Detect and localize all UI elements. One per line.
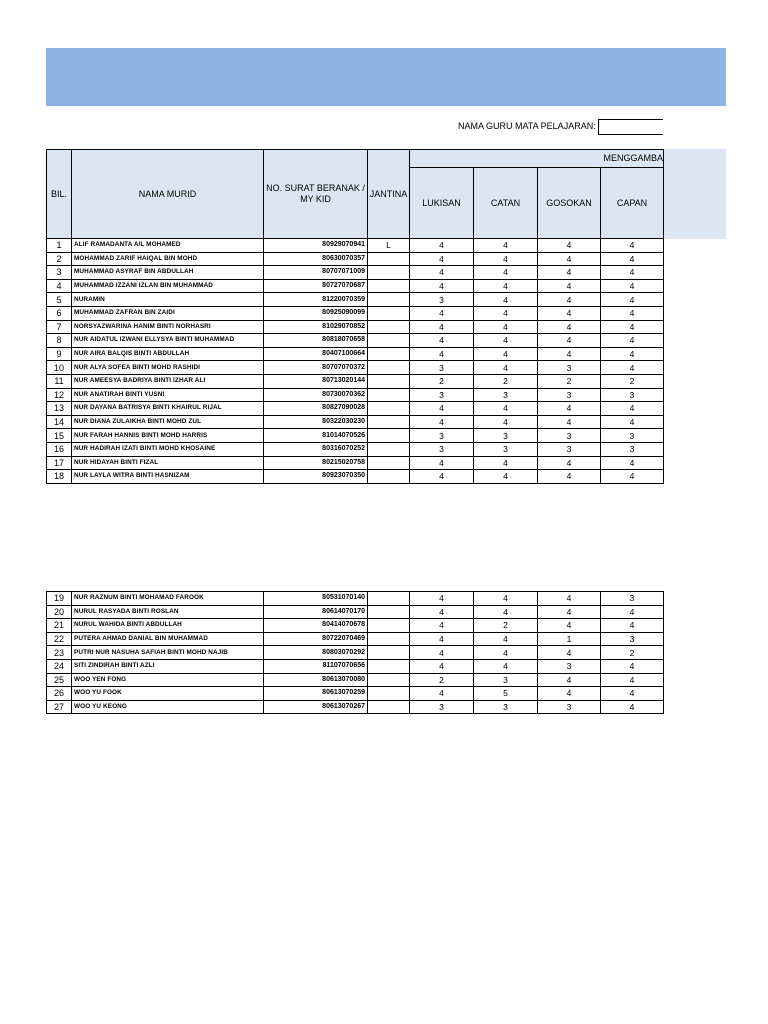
row-number: 6	[47, 306, 72, 320]
table-row	[47, 592, 664, 606]
gender-cell	[368, 293, 410, 307]
score-capan: 3	[601, 442, 664, 456]
mykid-number: 81220070359	[264, 293, 368, 307]
table-body-page2	[47, 592, 664, 714]
row-number: 8	[47, 334, 72, 348]
score-gosokan: 4	[538, 402, 601, 416]
score-lukisan: 4	[410, 646, 474, 660]
col-header-gender: JANTINA	[368, 150, 410, 239]
gender-cell	[368, 659, 410, 673]
score-lukisan: 4	[410, 592, 474, 606]
score-catan: 4	[474, 239, 538, 253]
score-catan: 2	[474, 619, 538, 633]
gender-cell	[368, 429, 410, 443]
student-name: NUR FARAH HANNIS BINTI MOHD HARRIS	[72, 429, 264, 443]
score-gosokan: 3	[538, 388, 601, 402]
score-lukisan: 2	[410, 673, 474, 687]
mykid-number: 80925090099	[264, 306, 368, 320]
mykid-number: 80707070372	[264, 361, 368, 375]
mykid-number: 80727070687	[264, 279, 368, 293]
score-catan: 5	[474, 687, 538, 701]
row-number: 25	[47, 673, 72, 687]
col-header-lukisan: LUKISAN	[410, 168, 474, 239]
table-row	[47, 279, 664, 293]
score-catan: 4	[474, 605, 538, 619]
mykid-number: 80803070292	[264, 646, 368, 660]
score-gosokan: 4	[538, 687, 601, 701]
score-catan: 4	[474, 320, 538, 334]
student-name: WOO YU KEONG	[72, 700, 264, 714]
row-number: 5	[47, 293, 72, 307]
gender-cell	[368, 347, 410, 361]
row-number: 23	[47, 646, 72, 660]
score-capan: 3	[601, 429, 664, 443]
col-header-gosokan: GOSOKAN	[538, 168, 601, 239]
score-lukisan: 4	[410, 252, 474, 266]
score-lukisan: 4	[410, 306, 474, 320]
score-gosokan: 4	[538, 252, 601, 266]
score-lukisan: 4	[410, 470, 474, 484]
score-capan: 4	[601, 293, 664, 307]
student-name: NUR ALYA SOFEA BINTI MOHD RASHIDI	[72, 361, 264, 375]
gender-cell	[368, 456, 410, 470]
gender-cell	[368, 361, 410, 375]
student-name: NUR HADIRAH IZATI BINTI MOHD KHOSAINE	[72, 442, 264, 456]
teacher-name-label: NAMA GURU MATA PELAJARAN:	[458, 121, 596, 131]
table-row	[47, 456, 664, 470]
score-gosokan: 3	[538, 361, 601, 375]
mykid-number: 80713020144	[264, 374, 368, 388]
score-catan: 4	[474, 592, 538, 606]
score-gosokan: 4	[538, 470, 601, 484]
score-catan: 4	[474, 415, 538, 429]
student-name: NUR DIANA ZULAIKHA BINTI MOHD ZUL	[72, 415, 264, 429]
score-gosokan: 3	[538, 659, 601, 673]
gender-cell	[368, 673, 410, 687]
col-header-catan: CATAN	[474, 168, 538, 239]
score-lukisan: 4	[410, 279, 474, 293]
score-lukisan: 4	[410, 239, 474, 253]
score-catan: 4	[474, 306, 538, 320]
score-gosokan: 3	[538, 429, 601, 443]
table-row	[47, 388, 664, 402]
gender-cell	[368, 252, 410, 266]
row-number: 24	[47, 659, 72, 673]
gender-cell	[368, 306, 410, 320]
mykid-number: 80613070080	[264, 673, 368, 687]
row-number: 13	[47, 402, 72, 416]
score-capan: 4	[601, 266, 664, 280]
student-name: MUHAMMAD ZAFRAN BIN ZAIDI	[72, 306, 264, 320]
score-gosokan: 4	[538, 619, 601, 633]
gender-cell	[368, 334, 410, 348]
table-row	[47, 374, 664, 388]
gender-cell	[368, 619, 410, 633]
score-gosokan: 4	[538, 415, 601, 429]
score-gosokan: 4	[538, 320, 601, 334]
student-name: NUR HIDAYAH BINTI FIZAL	[72, 456, 264, 470]
score-capan: 4	[601, 320, 664, 334]
student-name: NURUL WAHIDA BINTI ABDULLAH	[72, 619, 264, 633]
score-catan: 4	[474, 470, 538, 484]
score-gosokan: 3	[538, 442, 601, 456]
score-catan: 4	[474, 334, 538, 348]
gender-cell	[368, 388, 410, 402]
student-name: PUTERA AHMAD DANIAL BIN MUHAMMAD	[72, 632, 264, 646]
row-number: 1	[47, 239, 72, 253]
score-catan: 3	[474, 442, 538, 456]
score-capan: 4	[601, 700, 664, 714]
score-gosokan: 4	[538, 673, 601, 687]
score-capan: 2	[601, 646, 664, 660]
mykid-number: 80414070678	[264, 619, 368, 633]
student-name: SITI ZINDIRAH BINTI AZLI	[72, 659, 264, 673]
student-table-page1	[46, 149, 664, 484]
score-catan: 4	[474, 266, 538, 280]
student-name: MOHAMMAD ZARIF HAIQAL BIN MOHD	[72, 252, 264, 266]
student-name: WOO YU FOOK	[72, 687, 264, 701]
gender-cell	[368, 266, 410, 280]
row-number: 7	[47, 320, 72, 334]
table-row	[47, 442, 664, 456]
score-gosokan: 4	[538, 279, 601, 293]
score-lukisan: 4	[410, 619, 474, 633]
score-gosokan: 1	[538, 632, 601, 646]
score-capan: 4	[601, 659, 664, 673]
score-gosokan: 4	[538, 239, 601, 253]
mykid-number: 80827090028	[264, 402, 368, 416]
teacher-name-field[interactable]	[598, 119, 663, 135]
table-row	[47, 402, 664, 416]
mykid-number: 80407100664	[264, 347, 368, 361]
score-gosokan: 4	[538, 334, 601, 348]
score-catan: 4	[474, 402, 538, 416]
gender-cell	[368, 442, 410, 456]
score-catan: 3	[474, 388, 538, 402]
col-header-bil: BIL.	[47, 150, 72, 239]
score-lukisan: 4	[410, 632, 474, 646]
gender-cell	[368, 700, 410, 714]
score-capan: 4	[601, 456, 664, 470]
row-number: 12	[47, 388, 72, 402]
score-capan: 4	[601, 673, 664, 687]
gender-cell	[368, 402, 410, 416]
table-row	[47, 293, 664, 307]
score-lukisan: 4	[410, 456, 474, 470]
score-capan: 4	[601, 239, 664, 253]
score-catan: 4	[474, 252, 538, 266]
student-name: NUR ANATIRAH BINTI YUSNI	[72, 388, 264, 402]
mykid-number: 81107070656	[264, 659, 368, 673]
score-lukisan: 4	[410, 320, 474, 334]
gender-cell	[368, 646, 410, 660]
mykid-number: 80630070357	[264, 252, 368, 266]
score-catan: 4	[474, 632, 538, 646]
table-row	[47, 252, 664, 266]
score-capan: 4	[601, 252, 664, 266]
score-lukisan: 4	[410, 415, 474, 429]
table-row	[47, 632, 664, 646]
row-number: 22	[47, 632, 72, 646]
score-capan: 3	[601, 592, 664, 606]
mykid-number: 80316070252	[264, 442, 368, 456]
score-capan: 3	[601, 632, 664, 646]
student-name: NORSYAZWARINA HANIM BINTI NORHASRI	[72, 320, 264, 334]
table-row	[47, 429, 664, 443]
score-capan: 4	[601, 415, 664, 429]
mykid-number: 80215020758	[264, 456, 368, 470]
score-lukisan: 3	[410, 388, 474, 402]
mykid-number: 80730070362	[264, 388, 368, 402]
student-name: NUR DAYANA BATRISYA BINTI KHAIRUL RIJAL	[72, 402, 264, 416]
student-name: NUR AMEESYA BADRIYA BINTI IZHAR ALI	[72, 374, 264, 388]
score-capan: 3	[601, 388, 664, 402]
score-catan: 4	[474, 456, 538, 470]
student-name: NUR RAZNUM BINTI MOHAMAD FAROOK	[72, 592, 264, 606]
mykid-number: 80531070140	[264, 592, 368, 606]
mykid-number: 80614070170	[264, 605, 368, 619]
row-number: 27	[47, 700, 72, 714]
table-row	[47, 673, 664, 687]
gender-cell	[368, 374, 410, 388]
mykid-number: 80722070469	[264, 632, 368, 646]
mykid-number: 80613070267	[264, 700, 368, 714]
student-name: PUTRI NUR NASUHA SAFIAH BINTI MOHD NAJIB	[72, 646, 264, 660]
student-name: NURAMIN	[72, 293, 264, 307]
row-number: 18	[47, 470, 72, 484]
score-gosokan: 4	[538, 266, 601, 280]
score-gosokan: 4	[538, 592, 601, 606]
score-capan: 4	[601, 306, 664, 320]
score-catan: 3	[474, 673, 538, 687]
row-number: 16	[47, 442, 72, 456]
row-number: 20	[47, 605, 72, 619]
table-row	[47, 700, 664, 714]
student-name: NURUL RASYADA BINTI ROSLAN	[72, 605, 264, 619]
gender-cell	[368, 687, 410, 701]
row-number: 26	[47, 687, 72, 701]
row-number: 19	[47, 592, 72, 606]
score-lukisan: 4	[410, 266, 474, 280]
row-number: 2	[47, 252, 72, 266]
mykid-number: 80707071009	[264, 266, 368, 280]
table-row	[47, 347, 664, 361]
score-lukisan: 3	[410, 361, 474, 375]
header-banner	[46, 48, 726, 106]
score-lukisan: 3	[410, 700, 474, 714]
score-gosokan: 4	[538, 347, 601, 361]
gender-cell	[368, 592, 410, 606]
score-gosokan: 3	[538, 700, 601, 714]
row-number: 21	[47, 619, 72, 633]
score-lukisan: 4	[410, 334, 474, 348]
score-lukisan: 4	[410, 347, 474, 361]
student-name: WOO YEN FONG	[72, 673, 264, 687]
score-gosokan: 4	[538, 306, 601, 320]
score-lukisan: 2	[410, 374, 474, 388]
score-catan: 4	[474, 347, 538, 361]
score-gosokan: 2	[538, 374, 601, 388]
col-header-name: NAMA MURID	[72, 150, 264, 239]
score-catan: 3	[474, 700, 538, 714]
score-capan: 4	[601, 361, 664, 375]
table-row	[47, 470, 664, 484]
mykid-number: 80818070658	[264, 334, 368, 348]
table-row	[47, 415, 664, 429]
student-name: ALIF RAMADANTA A/L MOHAMED	[72, 239, 264, 253]
row-number: 11	[47, 374, 72, 388]
gender-cell	[368, 320, 410, 334]
row-number: 4	[47, 279, 72, 293]
header-extension	[662, 149, 726, 239]
row-number: 3	[47, 266, 72, 280]
gender-cell	[368, 605, 410, 619]
gender-cell	[368, 632, 410, 646]
score-lukisan: 3	[410, 442, 474, 456]
table-row	[47, 659, 664, 673]
table-row	[47, 361, 664, 375]
score-capan: 4	[601, 402, 664, 416]
score-capan: 2	[601, 374, 664, 388]
score-gosokan: 4	[538, 293, 601, 307]
gender-cell	[368, 279, 410, 293]
gender-cell	[368, 470, 410, 484]
student-name: NUR AIRA BALQIS BINTI ABDULLAH	[72, 347, 264, 361]
table-row	[47, 306, 664, 320]
score-capan: 4	[601, 334, 664, 348]
mykid-number: 80929070941	[264, 239, 368, 253]
score-capan: 4	[601, 279, 664, 293]
table-body-page1	[47, 239, 664, 484]
table-row	[47, 646, 664, 660]
score-gosokan: 4	[538, 646, 601, 660]
score-lukisan: 4	[410, 402, 474, 416]
score-lukisan: 4	[410, 687, 474, 701]
student-name: NUR AIDATUL IZWANI ELLYSYA BINTI MUHAMMAD	[72, 334, 264, 348]
table-row	[47, 320, 664, 334]
student-name: MUHAMMAD ASYRAF BIN ABDULLAH	[72, 266, 264, 280]
score-catan: 4	[474, 659, 538, 673]
table-row	[47, 605, 664, 619]
score-capan: 4	[601, 687, 664, 701]
score-capan: 4	[601, 619, 664, 633]
score-gosokan: 4	[538, 456, 601, 470]
table-row	[47, 334, 664, 348]
score-lukisan: 4	[410, 659, 474, 673]
score-gosokan: 4	[538, 605, 601, 619]
score-catan: 4	[474, 361, 538, 375]
gender-cell: L	[368, 239, 410, 253]
row-number: 9	[47, 347, 72, 361]
score-lukisan: 4	[410, 605, 474, 619]
score-catan: 4	[474, 646, 538, 660]
mykid-number: 81029070852	[264, 320, 368, 334]
col-header-id: NO. SURAT BERANAK / MY KID	[264, 150, 368, 239]
score-lukisan: 3	[410, 293, 474, 307]
mykid-number: 81014070526	[264, 429, 368, 443]
student-name: MUHAMMAD IZZANI IZLAN BIN MUHAMMAD	[72, 279, 264, 293]
table-row	[47, 619, 664, 633]
row-number: 14	[47, 415, 72, 429]
row-number: 10	[47, 361, 72, 375]
score-catan: 4	[474, 279, 538, 293]
score-capan: 4	[601, 605, 664, 619]
score-capan: 4	[601, 470, 664, 484]
gender-cell	[368, 415, 410, 429]
mykid-number: 80613070259	[264, 687, 368, 701]
score-capan: 4	[601, 347, 664, 361]
col-header-group: MENGGAMBA	[410, 150, 664, 168]
student-table-page2	[46, 591, 664, 714]
mykid-number: 80923070350	[264, 470, 368, 484]
mykid-number: 80322030230	[264, 415, 368, 429]
row-number: 15	[47, 429, 72, 443]
score-catan: 4	[474, 293, 538, 307]
score-catan: 3	[474, 429, 538, 443]
table-row	[47, 687, 664, 701]
table-row	[47, 239, 664, 253]
row-number: 17	[47, 456, 72, 470]
score-lukisan: 3	[410, 429, 474, 443]
table-row	[47, 266, 664, 280]
student-name: NUR LAYLA WITRA BINTI HASNIZAM	[72, 470, 264, 484]
col-header-capan: CAPAN	[601, 168, 664, 239]
score-catan: 2	[474, 374, 538, 388]
